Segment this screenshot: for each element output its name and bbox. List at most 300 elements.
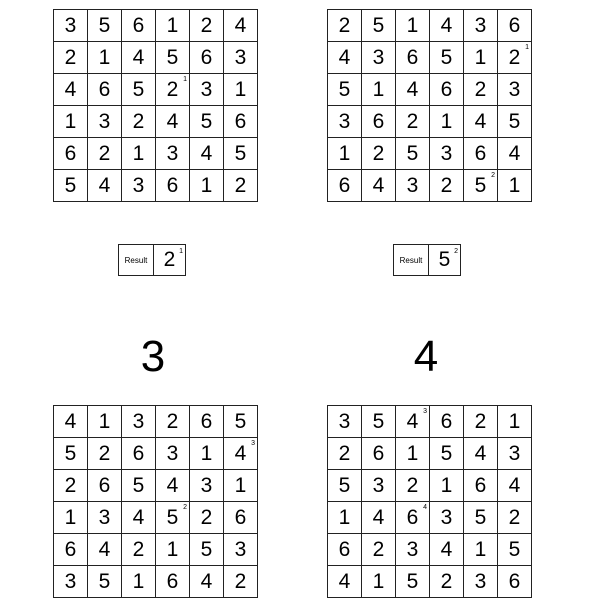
- grid-cell: [396, 534, 430, 566]
- result-mark: 2: [454, 248, 458, 255]
- cell-value: 1: [440, 473, 453, 497]
- grid-cell: [224, 138, 258, 170]
- grid-cell: [224, 10, 258, 42]
- grid-cell: [396, 106, 430, 138]
- cell-value: 6: [200, 409, 213, 433]
- grid-cell: [328, 438, 362, 470]
- cell-value: 5: [372, 409, 385, 433]
- grid-cell: [156, 42, 190, 74]
- cell-value: 4: [200, 569, 213, 593]
- grid-cell: [464, 502, 498, 534]
- grid-cell: [88, 406, 122, 438]
- cell-value: 4: [440, 13, 453, 37]
- cell-value: 6: [440, 77, 453, 101]
- cell-value: 5: [372, 13, 385, 37]
- grid-cell: [430, 534, 464, 566]
- cell-value: 2: [338, 13, 351, 37]
- grid-cell: [362, 438, 396, 470]
- cell-value: 3: [166, 141, 179, 165]
- grid-cell: [224, 106, 258, 138]
- grid-cell: [156, 534, 190, 566]
- grid-cell: [156, 106, 190, 138]
- grid-row: [328, 138, 532, 170]
- cell-value: 3: [372, 45, 385, 69]
- cell-value: 2: [440, 173, 453, 197]
- cell-value: 2: [132, 109, 145, 133]
- cell-value: 3: [166, 441, 179, 465]
- cell-value: 2: [98, 441, 111, 465]
- cell-value: 3: [200, 473, 213, 497]
- cell-value: 1: [440, 109, 453, 133]
- grid-cell: [54, 438, 88, 470]
- cell-value: 3: [98, 109, 111, 133]
- grid-cell: [122, 534, 156, 566]
- grid-cell: [88, 138, 122, 170]
- cell-value: 4: [64, 409, 77, 433]
- grid-cell: [464, 138, 498, 170]
- cell-value: 3: [406, 537, 419, 561]
- cell-value: 2: [508, 45, 521, 69]
- cell-value: 3: [440, 505, 453, 529]
- cell-value: 4: [474, 441, 487, 465]
- cell-value: 5: [200, 537, 213, 561]
- cell-value: 6: [406, 45, 419, 69]
- grid-cell: [156, 10, 190, 42]
- cell-value: 4: [98, 173, 111, 197]
- cell-value: 5: [98, 13, 111, 37]
- cell-value: 6: [474, 473, 487, 497]
- grid-cell: [190, 170, 224, 202]
- grid-cell: [464, 406, 498, 438]
- cell-value: 4: [166, 109, 179, 133]
- grid-row: [328, 470, 532, 502]
- grid-cell: [328, 138, 362, 170]
- result-box-2: [393, 244, 461, 276]
- cell-value: 4: [98, 537, 111, 561]
- cell-value: 1: [64, 109, 77, 133]
- grid-row: [54, 10, 258, 42]
- grid-row: [328, 106, 532, 138]
- cell-value: 6: [166, 173, 179, 197]
- grid-row: [54, 470, 258, 502]
- grid-cell: [88, 470, 122, 502]
- cell-value: 1: [98, 45, 111, 69]
- cell-mark: 3: [251, 440, 255, 447]
- cell-value: 2: [234, 173, 247, 197]
- grid-cell: [328, 566, 362, 598]
- cell-value: 4: [338, 45, 351, 69]
- cell-mark: 2: [183, 504, 187, 511]
- cell-value: 5: [200, 109, 213, 133]
- grid-cell: [54, 138, 88, 170]
- grid-row: [328, 502, 532, 534]
- grid-cell: [498, 74, 532, 106]
- cell-value: 1: [166, 537, 179, 561]
- grid-cell: [362, 406, 396, 438]
- grid-cell: [156, 566, 190, 598]
- grid-cell: [464, 438, 498, 470]
- grid-cell: [498, 470, 532, 502]
- cell-value: 1: [406, 13, 419, 37]
- grid-row: [328, 74, 532, 106]
- cell-value: 6: [508, 13, 521, 37]
- grid-cell: [396, 138, 430, 170]
- result-label: Result: [119, 245, 154, 276]
- grid-row: [328, 10, 532, 42]
- grid-cell: [464, 106, 498, 138]
- cell-value: 1: [508, 409, 521, 433]
- grid-row: [54, 42, 258, 74]
- cell-value: 1: [234, 77, 247, 101]
- cell-value: 2: [234, 569, 247, 593]
- cell-value: 1: [200, 173, 213, 197]
- grid-row: [54, 106, 258, 138]
- grid-row: [54, 170, 258, 202]
- cell-value: 2: [508, 505, 521, 529]
- grid-cell: [328, 74, 362, 106]
- grid-row: [328, 170, 532, 202]
- grid-cell: [224, 170, 258, 202]
- grid-cell: [190, 438, 224, 470]
- cell-value: 2: [440, 569, 453, 593]
- grid-cell: [430, 138, 464, 170]
- grid-cell: [498, 170, 532, 202]
- grid-row: [54, 74, 258, 106]
- result-mark: 1: [179, 248, 183, 255]
- cell-value: 2: [372, 141, 385, 165]
- grid-row: [328, 566, 532, 598]
- grid-cell: [224, 566, 258, 598]
- cell-mark: 3: [423, 408, 427, 415]
- cell-value: 6: [98, 77, 111, 101]
- grid-cell: [122, 502, 156, 534]
- grid-cell: [464, 170, 498, 202]
- grid-cell: [224, 42, 258, 74]
- cell-value: 1: [132, 141, 145, 165]
- cell-value: 5: [406, 141, 419, 165]
- puzzle-number-4: 4: [413, 332, 439, 381]
- grid-cell: [362, 106, 396, 138]
- cell-value: 2: [200, 505, 213, 529]
- grid-cell: [224, 74, 258, 106]
- grid-cell: [396, 170, 430, 202]
- cell-value: 2: [132, 537, 145, 561]
- grid-cell: [156, 438, 190, 470]
- cell-value: 1: [200, 441, 213, 465]
- grid-cell: [190, 406, 224, 438]
- cell-value: 4: [64, 77, 77, 101]
- cell-value: 1: [132, 569, 145, 593]
- grid-cell: [464, 42, 498, 74]
- cell-value: 6: [234, 109, 247, 133]
- cell-value: 3: [132, 173, 145, 197]
- cell-value: 5: [234, 409, 247, 433]
- cell-value: 3: [372, 473, 385, 497]
- cell-value: 4: [508, 473, 521, 497]
- cell-value: 4: [406, 409, 419, 433]
- cell-value: 3: [338, 409, 351, 433]
- cell-value: 6: [508, 569, 521, 593]
- grid-cell: [430, 566, 464, 598]
- grid-cell: [328, 534, 362, 566]
- grid-cell: [498, 42, 532, 74]
- cell-value: 5: [166, 45, 179, 69]
- grid-cell: [156, 470, 190, 502]
- grid-cell: [396, 74, 430, 106]
- grid-cell: [54, 106, 88, 138]
- grid-row: [328, 42, 532, 74]
- grid-cell: [430, 502, 464, 534]
- grid-cell: [122, 406, 156, 438]
- grid-cell: [362, 42, 396, 74]
- cell-value: 4: [474, 109, 487, 133]
- grid-cell: [156, 502, 190, 534]
- cell-value: 5: [474, 173, 487, 197]
- cell-value: 6: [440, 409, 453, 433]
- cell-value: 2: [406, 473, 419, 497]
- grid-cell: [498, 406, 532, 438]
- result-value: 5 2: [429, 245, 461, 276]
- grid-cell: [88, 502, 122, 534]
- puzzle-grid-4: [327, 405, 532, 598]
- cell-value: 3: [98, 505, 111, 529]
- cell-value: 3: [234, 537, 247, 561]
- cell-value: 3: [474, 569, 487, 593]
- grid-cell: [464, 74, 498, 106]
- grid-cell: [396, 10, 430, 42]
- grid-cell: [464, 566, 498, 598]
- grid-cell: [498, 566, 532, 598]
- grid-cell: [430, 170, 464, 202]
- cell-value: 4: [234, 13, 247, 37]
- grid-cell: [498, 10, 532, 42]
- grid-row: [328, 534, 532, 566]
- cell-value: 4: [234, 441, 247, 465]
- grid-cell: [190, 10, 224, 42]
- cell-value: 3: [132, 409, 145, 433]
- cell-value: 2: [406, 109, 419, 133]
- grid-cell: [190, 106, 224, 138]
- grid-cell: [362, 566, 396, 598]
- grid-cell: [54, 470, 88, 502]
- cell-value: 6: [132, 441, 145, 465]
- grid-cell: [362, 534, 396, 566]
- cell-value: 4: [508, 141, 521, 165]
- grid-cell: [190, 138, 224, 170]
- grid-cell: [122, 106, 156, 138]
- grid-cell: [224, 534, 258, 566]
- grid-cell: [362, 502, 396, 534]
- cell-value: 5: [474, 505, 487, 529]
- grid-cell: [464, 10, 498, 42]
- grid-cell: [498, 502, 532, 534]
- grid-cell: [328, 502, 362, 534]
- cell-value: 5: [166, 505, 179, 529]
- grid-cell: [54, 74, 88, 106]
- grid-cell: [362, 10, 396, 42]
- grid-row: [54, 406, 258, 438]
- grid-cell: [362, 470, 396, 502]
- grid-cell: [396, 406, 430, 438]
- grid-cell: [498, 106, 532, 138]
- grid-cell: [88, 10, 122, 42]
- grid-cell: [464, 470, 498, 502]
- cell-value: 3: [234, 45, 247, 69]
- cell-value: 4: [166, 473, 179, 497]
- cell-value: 5: [132, 77, 145, 101]
- cell-value: 6: [338, 537, 351, 561]
- cell-value: 1: [98, 409, 111, 433]
- cell-value: 5: [338, 77, 351, 101]
- cell-value: 1: [234, 473, 247, 497]
- grid-cell: [54, 406, 88, 438]
- grid-cell: [430, 74, 464, 106]
- grid-cell: [464, 534, 498, 566]
- grid-cell: [122, 10, 156, 42]
- cell-value: 5: [406, 569, 419, 593]
- puzzle-grid-3: [53, 405, 258, 598]
- puzzle-grid-2: [327, 9, 532, 202]
- cell-value: 2: [64, 45, 77, 69]
- grid-cell: [362, 74, 396, 106]
- grid-cell: [54, 502, 88, 534]
- grid-cell: [430, 406, 464, 438]
- puzzle-number-3: 3: [140, 332, 166, 381]
- grid-cell: [156, 138, 190, 170]
- cell-value: 2: [200, 13, 213, 37]
- grid-cell: [122, 74, 156, 106]
- grid-cell: [88, 106, 122, 138]
- grid-cell: [54, 10, 88, 42]
- cell-mark: 1: [183, 76, 187, 83]
- cell-mark: 1: [525, 44, 529, 51]
- grid-cell: [396, 42, 430, 74]
- cell-value: 3: [440, 141, 453, 165]
- grid-row: [54, 566, 258, 598]
- cell-value: 6: [64, 141, 77, 165]
- cell-value: 5: [508, 537, 521, 561]
- cell-value: 1: [64, 505, 77, 529]
- cell-value: 5: [132, 473, 145, 497]
- grid-cell: [122, 438, 156, 470]
- cell-value: 2: [166, 409, 179, 433]
- grid-cell: [430, 470, 464, 502]
- grid-cell: [54, 534, 88, 566]
- cell-value: 1: [508, 173, 521, 197]
- grid-cell: [224, 502, 258, 534]
- grid-cell: [88, 170, 122, 202]
- cell-value: 2: [474, 409, 487, 433]
- cell-value: 6: [474, 141, 487, 165]
- grid-cell: [498, 138, 532, 170]
- cell-value: 3: [508, 77, 521, 101]
- grid-cell: [156, 406, 190, 438]
- cell-value: 3: [338, 109, 351, 133]
- grid-cell: [328, 170, 362, 202]
- grid-cell: [190, 42, 224, 74]
- cell-value: 3: [474, 13, 487, 37]
- grid-cell: [396, 566, 430, 598]
- grid-cell: [430, 42, 464, 74]
- grid-cell: [328, 10, 362, 42]
- cell-value: 5: [64, 441, 77, 465]
- cell-value: 2: [372, 537, 385, 561]
- cell-value: 4: [372, 173, 385, 197]
- grid-cell: [88, 534, 122, 566]
- grid-cell: [122, 138, 156, 170]
- grid-cell: [54, 170, 88, 202]
- cell-value: 6: [406, 505, 419, 529]
- grid-row: [54, 438, 258, 470]
- grid-cell: [224, 470, 258, 502]
- grid-cell: [328, 106, 362, 138]
- grid-cell: [54, 566, 88, 598]
- cell-value: 6: [338, 173, 351, 197]
- cell-value: 1: [474, 537, 487, 561]
- result-box-1: [118, 244, 186, 276]
- grid-cell: [88, 74, 122, 106]
- cell-value: 1: [406, 441, 419, 465]
- grid-cell: [190, 534, 224, 566]
- grid-cell: [430, 106, 464, 138]
- grid-cell: [190, 566, 224, 598]
- cell-value: 1: [338, 505, 351, 529]
- cell-value: 6: [132, 13, 145, 37]
- cell-value: 1: [338, 141, 351, 165]
- grid-cell: [498, 438, 532, 470]
- cell-value: 6: [64, 537, 77, 561]
- cell-value: 3: [64, 569, 77, 593]
- cell-value: 6: [234, 505, 247, 529]
- cell-value: 3: [508, 441, 521, 465]
- grid-cell: [328, 42, 362, 74]
- grid-cell: [88, 438, 122, 470]
- cell-value: 4: [440, 537, 453, 561]
- cell-mark: 4: [423, 504, 427, 511]
- cell-value: 2: [98, 141, 111, 165]
- cell-value: 3: [64, 13, 77, 37]
- cell-value: 6: [200, 45, 213, 69]
- cell-value: 6: [98, 473, 111, 497]
- cell-mark: 2: [491, 172, 495, 179]
- cell-value: 3: [406, 173, 419, 197]
- grid-cell: [122, 170, 156, 202]
- cell-value: 5: [234, 141, 247, 165]
- grid-cell: [328, 406, 362, 438]
- grid-cell: [396, 470, 430, 502]
- grid-cell: [498, 534, 532, 566]
- cell-value: 2: [166, 77, 179, 101]
- cell-value: 5: [440, 45, 453, 69]
- cell-value: 4: [372, 505, 385, 529]
- grid-row: [54, 534, 258, 566]
- cell-value: 5: [98, 569, 111, 593]
- grid-cell: [362, 138, 396, 170]
- cell-value: 4: [406, 77, 419, 101]
- result-value: 2 1: [154, 245, 186, 276]
- cell-value: 1: [372, 77, 385, 101]
- cell-value: 4: [132, 45, 145, 69]
- grid-cell: [190, 502, 224, 534]
- grid-cell: [396, 502, 430, 534]
- cell-value: 2: [338, 441, 351, 465]
- grid-cell: [224, 406, 258, 438]
- grid-cell: [156, 74, 190, 106]
- cell-value: 1: [372, 569, 385, 593]
- cell-value: 5: [64, 173, 77, 197]
- cell-value: 3: [200, 77, 213, 101]
- cell-value: 2: [64, 473, 77, 497]
